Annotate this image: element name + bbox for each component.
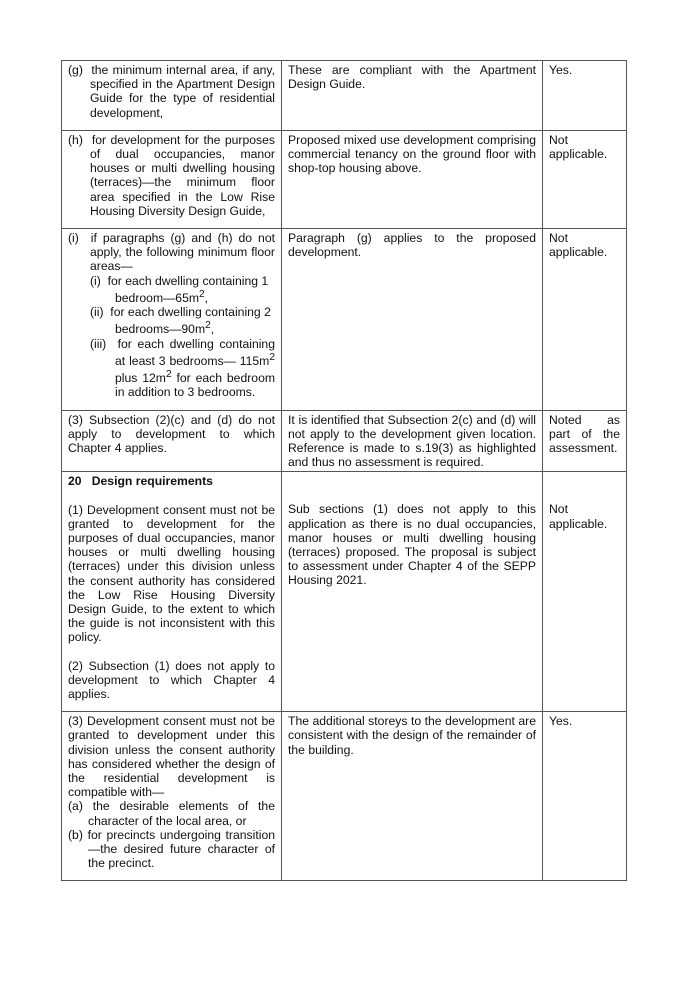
assessment-table <box>61 60 627 881</box>
clause-i-sub1-text: (i) for each dwelling containing 1 bedroom—65m <box>90 273 269 305</box>
clause-20-3-b: (b) for precincts undergoing transition—the desired future character of the precinct. <box>68 827 275 871</box>
table-row <box>62 61 627 131</box>
clause-20-3-a: (a) the desirable elements of the character of the local area, or <box>68 799 275 828</box>
table-row <box>62 712 627 881</box>
table-row <box>62 472 627 712</box>
comment-cell <box>282 410 543 472</box>
status-cell <box>543 61 627 131</box>
comment-cell <box>282 229 543 410</box>
clause-20-3: (3) Development consent must not be granted to development under this division unless the consent authority has considered whether the design of the residential development is compatible with— <box>68 714 275 800</box>
comment-cell <box>282 130 543 228</box>
clause-cell <box>62 130 282 228</box>
table-row <box>62 229 627 410</box>
clause-cell <box>62 410 282 472</box>
clause-20-2: (2) Subsection (1) does not apply to development to which Chapter 4 applies. <box>68 658 275 701</box>
clause-i-sub3-text: (iii) for each dwelling containing at least 3 bedrooms— 115m <box>90 336 275 368</box>
clause-i-sub2 <box>68 305 275 336</box>
superscript: 2 <box>165 369 172 381</box>
superscript: 2 <box>199 288 205 300</box>
status-i: Not applicable. <box>549 231 608 260</box>
section-heading: 20 Design requirements <box>68 474 213 489</box>
superscript: 2 <box>205 320 211 332</box>
clause-cell <box>62 61 282 131</box>
comment-g: These are compliant with the Apartment Design Guide. <box>288 63 536 92</box>
comment-s3: It is identified that Subsection 2(c) and (d) will not apply to the development given location. Reference is made to s.19(3) as highlighted and thus no assessment is required. <box>288 412 536 470</box>
comment-i: Paragraph (g) applies to the proposed development. <box>288 231 536 260</box>
status-h: Not applicable. <box>549 132 608 162</box>
status-cell <box>543 130 627 228</box>
status-cell <box>543 229 627 410</box>
status-cell <box>543 712 627 881</box>
clause-i-sub1-end: , <box>204 290 209 305</box>
comment-cell <box>282 61 543 131</box>
comment-20-3: The additional storeys to the development are consistent with the design of the remainder of the building. <box>288 714 536 757</box>
comment-cell <box>282 472 543 712</box>
status-20-3: Yes. <box>549 714 573 729</box>
clause-i-sub2-end: , <box>210 322 215 337</box>
clause-cell <box>62 229 282 410</box>
clause-i-sub3 <box>68 337 275 400</box>
clause-20-1: (1) Development consent must not be granted to development for the purposes of dual occupancies, manor houses or multi dwelling housing (terraces) under this division unless the consent authority has considered the Low Rise Housing Diversity Design Guide, to the extent to which the guide is not inconsistent with this policy. <box>68 502 275 645</box>
clause-cell <box>62 712 282 881</box>
clause-i-intro: (i) if paragraphs (g) and (h) do not apply, the following minimum floor areas— <box>68 231 275 274</box>
comment-cell <box>282 712 543 881</box>
clause-i-sub2-text: (ii) for each dwelling containing 2 bedrooms—90m <box>90 305 271 337</box>
status-20: Not applicable. <box>549 502 608 531</box>
clause-g: (g) the minimum internal area, if any, specified in the Apartment Design Guide for the type of residential development, <box>68 63 275 120</box>
clause-i-sub3-text-c: for each bedroom in addition to 3 bedrooms. <box>115 371 275 400</box>
table-row <box>62 410 627 472</box>
table-row <box>62 130 627 228</box>
comment-h: Proposed mixed use development comprising commercial tenancy on the ground floor with shop-top housing above. <box>288 132 536 176</box>
clause-s3: (3) Subsection (2)(c) and (d) do not apply to development to which Chapter 4 applies. <box>68 412 275 455</box>
comment-20: Sub sections (1) does not apply to this application as there is no dual occupancies, manor houses or multi dwelling housing (terraces) proposed. The proposal is subject to assessment under Chapter 4 of the SEPP Housing 2021. <box>288 502 536 588</box>
clause-i-sub1 <box>68 274 275 305</box>
clause-h: (h) for development for the purposes of dual occupancies, manor houses or multi dwelling housing (terraces)—the minimum floor area specified in the Low Rise Housing Diversity Design Guide, <box>68 132 275 218</box>
status-s3: Noted as part of the assessment. <box>549 412 620 455</box>
clause-i-sub3-text-b: plus 12m <box>115 371 166 386</box>
superscript: 2 <box>269 351 275 363</box>
clause-cell <box>62 472 282 712</box>
status-g: Yes. <box>549 63 573 77</box>
status-cell <box>543 410 627 472</box>
status-cell <box>543 472 627 712</box>
